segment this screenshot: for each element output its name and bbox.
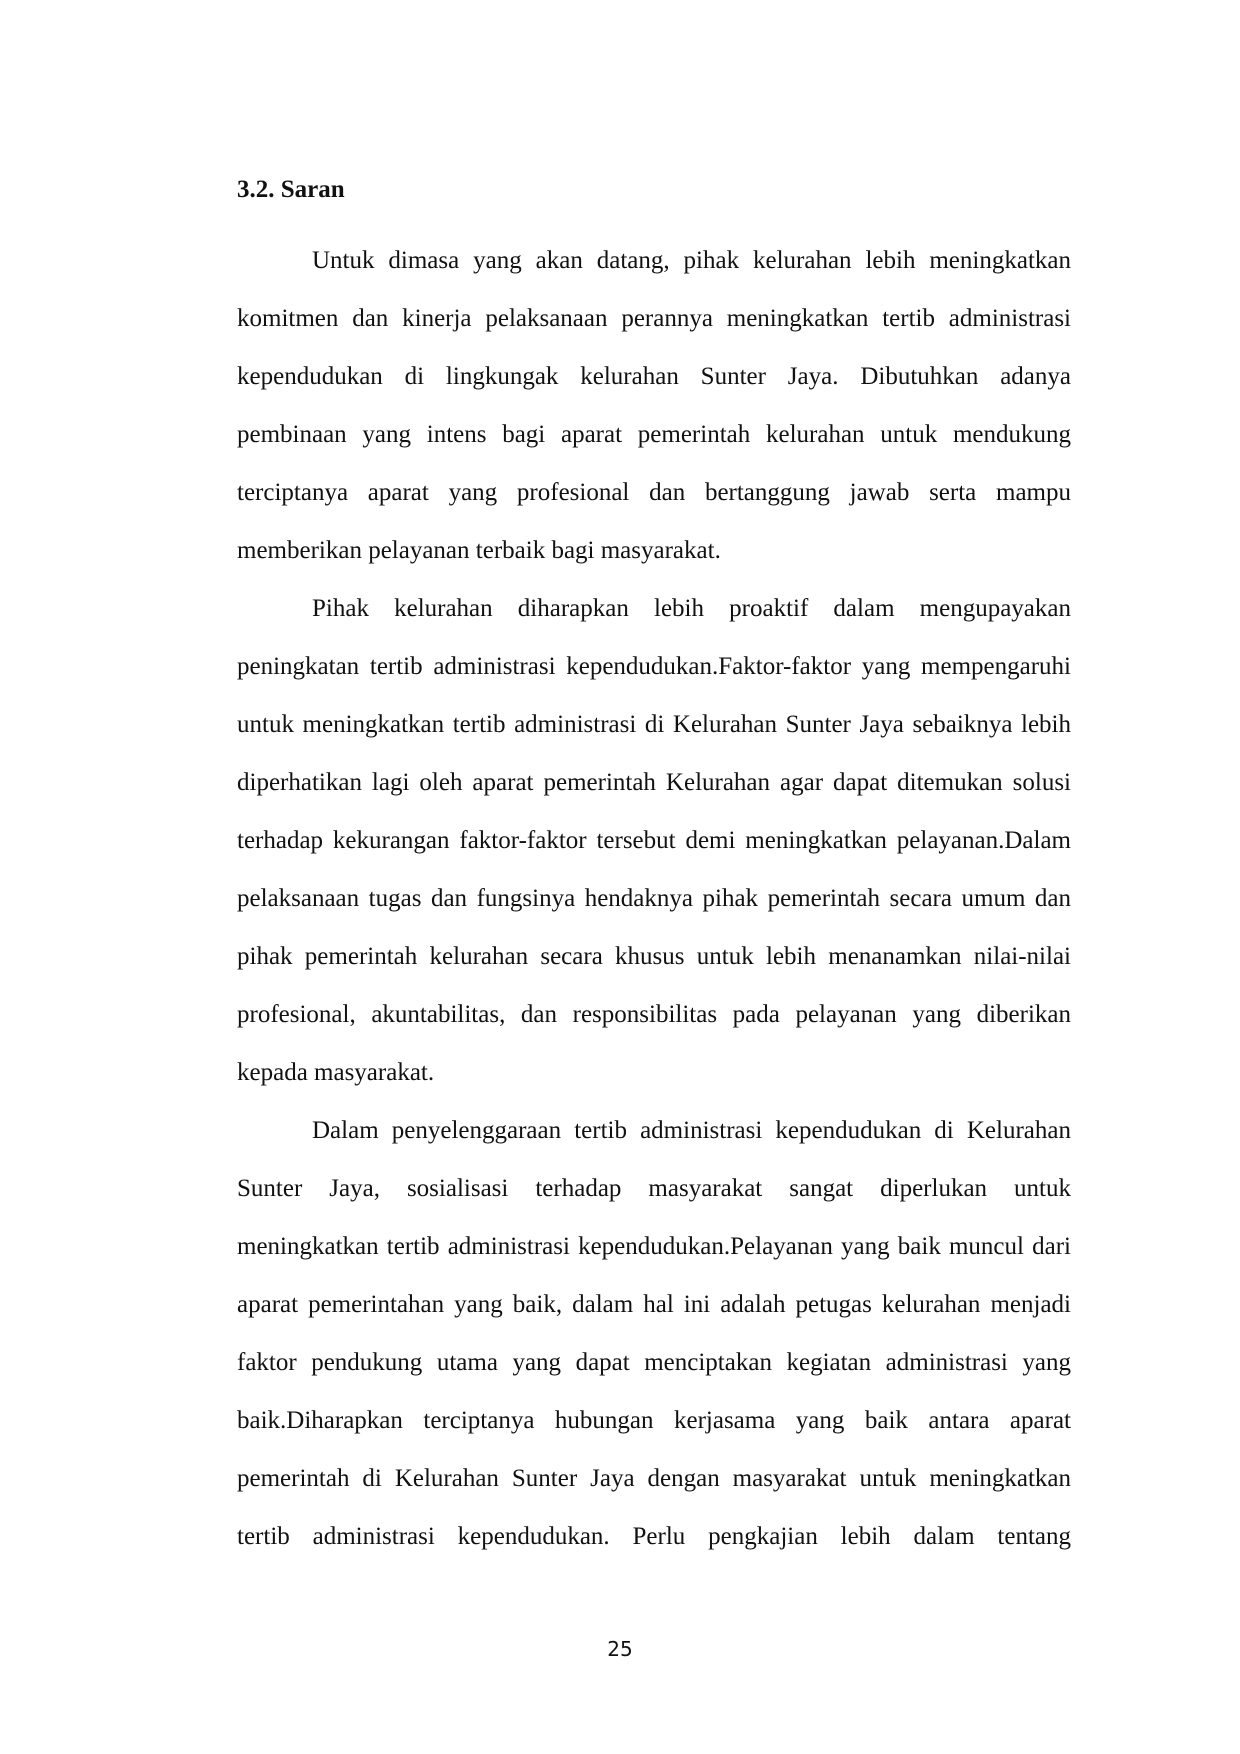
text-line <box>237 710 1071 768</box>
text-line <box>237 594 1071 652</box>
text-line <box>237 1000 1071 1058</box>
text-line-content: profesional, akuntabilitas, dan responsibilitas pada pelayanan yang diberikan <box>237 1001 1071 1028</box>
text-line-content: meningkatkan tertib administrasi kependudukan.Pelayanan yang baik muncul dari <box>237 1233 1071 1260</box>
text-line <box>237 420 1071 478</box>
body-text <box>237 246 1071 1580</box>
text-line <box>237 768 1071 826</box>
text-line-content: pembinaan yang intens bagi aparat pemerintah kelurahan untuk mendukung <box>237 421 1071 448</box>
text-line <box>237 246 1071 304</box>
text-line-content: faktor pendukung utama yang dapat menciptakan kegiatan administrasi yang <box>237 1349 1071 1376</box>
text-line <box>237 1174 1071 1232</box>
text-line-content: baik.Diharapkan terciptanya hubungan kerjasama yang baik antara aparat <box>237 1407 1071 1434</box>
text-line-content: kepada masyarakat. <box>237 1059 435 1086</box>
text-line <box>237 884 1071 942</box>
text-line <box>237 1290 1071 1348</box>
text-line <box>237 478 1071 536</box>
text-line <box>237 536 1071 594</box>
text-line <box>237 1406 1071 1464</box>
text-line <box>237 304 1071 362</box>
text-line-content: tertib administrasi kependudukan. Perlu pengkajian lebih dalam tentang <box>237 1523 1071 1550</box>
text-line <box>237 1522 1071 1580</box>
text-line-content: kependudukan di lingkungak kelurahan Sunter Jaya. Dibutuhkan adanya <box>237 363 1071 390</box>
text-line-content: Pihak kelurahan diharapkan lebih proaktif dalam mengupayakan <box>312 595 1071 622</box>
text-line-content: Sunter Jaya, sosialisasi terhadap masyarakat sangat diperlukan untuk <box>237 1175 1071 1202</box>
text-line-content: komitmen dan kinerja pelaksanaan perannya meningkatkan tertib administrasi <box>237 305 1071 332</box>
text-line <box>237 826 1071 884</box>
text-line <box>237 362 1071 420</box>
text-line-content: terciptanya aparat yang profesional dan bertanggung jawab serta mampu <box>237 479 1071 506</box>
text-line-content: aparat pemerintahan yang baik, dalam hal ini adalah petugas kelurahan menjadi <box>237 1291 1071 1318</box>
text-line <box>237 1464 1071 1522</box>
section-heading: 3.2. Saran <box>237 176 345 203</box>
text-line-content: diperhatikan lagi oleh aparat pemerintah Kelurahan agar dapat ditemukan solusi <box>237 769 1071 796</box>
text-line-content: Dalam penyelenggaraan tertib administrasi kependudukan di Kelurahan <box>312 1117 1071 1144</box>
text-line <box>237 1348 1071 1406</box>
text-line <box>237 1232 1071 1290</box>
text-line <box>237 1116 1071 1174</box>
text-line-content: pemerintah di Kelurahan Sunter Jaya dengan masyarakat untuk meningkatkan <box>237 1465 1071 1492</box>
text-line-content: untuk meningkatkan tertib administrasi di Kelurahan Sunter Jaya sebaiknya lebih <box>237 711 1071 738</box>
text-line-content: terhadap kekurangan faktor-faktor tersebut demi meningkatkan pelayanan.Dalam <box>237 827 1071 854</box>
text-line-content: pihak pemerintah kelurahan secara khusus untuk lebih menanamkan nilai-nilai <box>237 943 1071 970</box>
text-line-content: peningkatan tertib administrasi kependudukan.Faktor-faktor yang mempengaruhi <box>237 653 1071 680</box>
page-number: 25 <box>607 1637 633 1661</box>
text-line-content: pelaksanaan tugas dan fungsinya hendaknya pihak pemerintah secara umum dan <box>237 885 1071 912</box>
text-line-content: memberikan pelayanan terbaik bagi masyarakat. <box>237 537 721 564</box>
text-line <box>237 652 1071 710</box>
text-line <box>237 942 1071 1000</box>
text-line <box>237 1058 1071 1116</box>
text-line-content: Untuk dimasa yang akan datang, pihak kelurahan lebih meningkatkan <box>312 247 1071 274</box>
